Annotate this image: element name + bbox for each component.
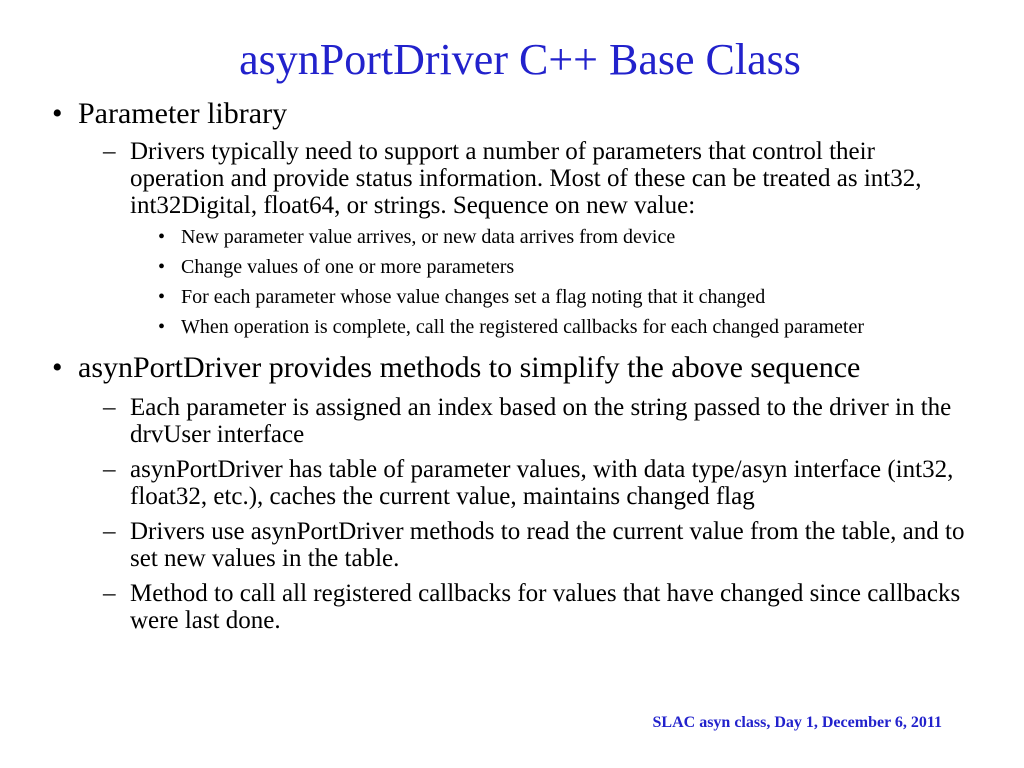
- subsubbullet-call-callbacks: [0, 316, 1024, 339]
- dash-marker: –: [103, 138, 116, 165]
- dash-marker: –: [103, 518, 116, 545]
- subbullet-text: Drivers use asynPortDriver methods to read the current value from the table, and to set new values in the table.: [130, 518, 965, 572]
- subbullet-read-set-values: [0, 518, 1024, 572]
- bullet-marker: •: [52, 97, 63, 130]
- subbullet-parameter-index: [0, 394, 1024, 448]
- subbullet-parameter-table: [0, 456, 1024, 510]
- subsubbullet-text: Change values of one or more parameters: [181, 256, 515, 278]
- subbullet-text: Method to call all registered callbacks for values that have changed since callbacks were last done.: [130, 580, 961, 634]
- subsubbullet-text: For each parameter whose value changes set a flag noting that it changed: [181, 286, 766, 308]
- bullet-marker: •: [52, 351, 63, 384]
- subbullet-drivers-need-parameters: [0, 138, 1024, 219]
- dash-marker: –: [103, 580, 116, 607]
- subsubbullet-change-values: [0, 256, 1024, 279]
- bullet-text: Parameter library: [78, 97, 288, 130]
- subbullet-text: Each parameter is assigned an index based on the string passed to the driver in the drvUser interface: [130, 394, 952, 448]
- dash-marker: –: [103, 394, 116, 421]
- slide-content: [0, 98, 1024, 634]
- slide-footer: SLAC asyn class, Day 1, December 6, 2011: [652, 714, 942, 731]
- subsubbullet-text: New parameter value arrives, or new data arrives from device: [181, 226, 676, 248]
- bullet-text: asynPortDriver provides methods to simplify the above sequence: [78, 351, 861, 384]
- subbullet-text: Drivers typically need to support a number of parameters that control their operation and provide status information. Most of these can be treated as int32, int32Digital, float64, or strings. Sequence on new value:: [130, 138, 922, 219]
- slide-title: asynPortDriver C++ Base Class: [239, 35, 801, 84]
- bullet-marker: •: [158, 316, 166, 338]
- subbullet-text: asynPortDriver has table of parameter values, with data type/asyn interface (int32, float32, etc.), caches the current value, maintains changed flag: [130, 456, 954, 510]
- subsubbullet-new-value-arrives: [0, 226, 1024, 249]
- bullet-marker: •: [158, 256, 166, 278]
- subbullet-call-all-callbacks: [0, 580, 1024, 634]
- bullet-asynportdriver-methods: [0, 352, 1024, 383]
- dash-marker: –: [103, 456, 116, 483]
- subsubbullet-text: When operation is complete, call the registered callbacks for each changed parameter: [181, 316, 864, 338]
- bullet-marker: •: [158, 226, 166, 248]
- subsubbullet-set-flag: [0, 286, 1024, 309]
- bullet-marker: •: [158, 286, 166, 308]
- bullet-parameter-library: [0, 98, 1024, 129]
